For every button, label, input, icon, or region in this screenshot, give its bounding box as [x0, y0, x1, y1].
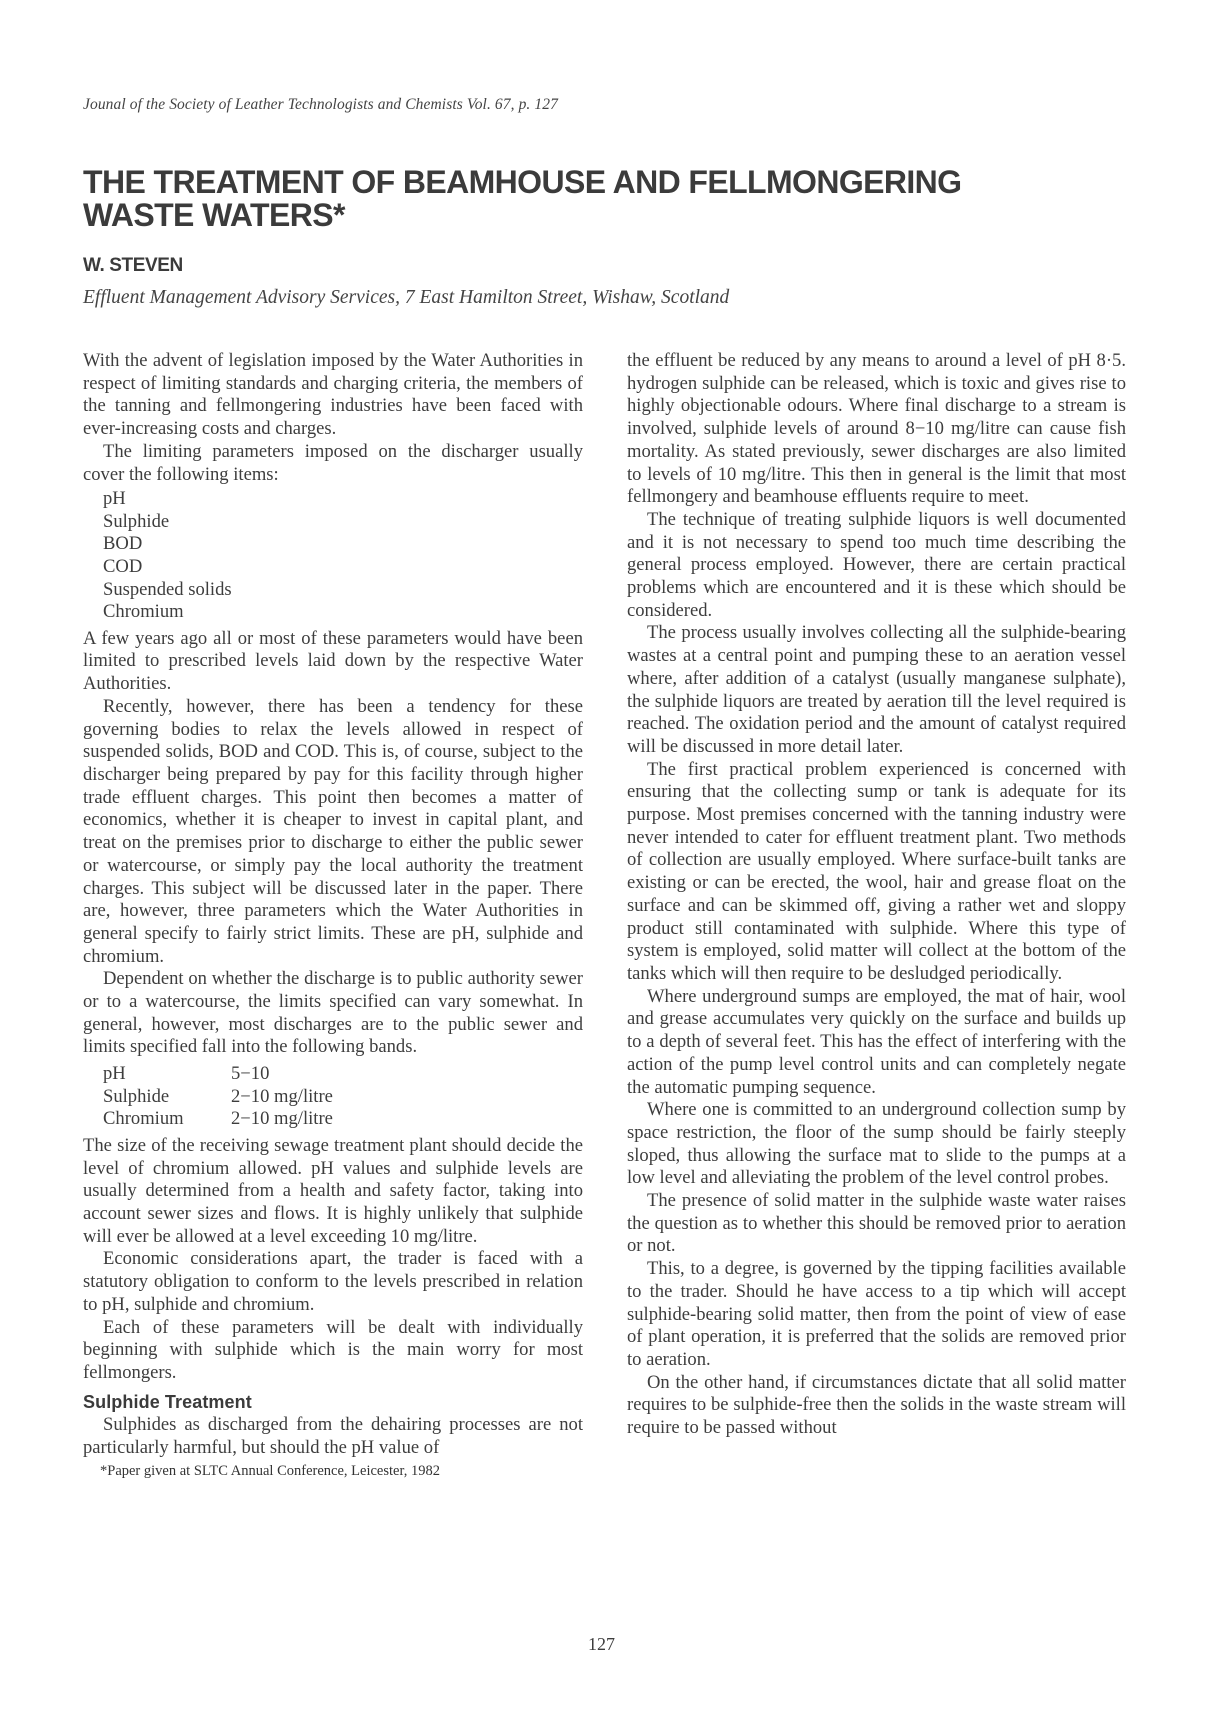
- parameter-list: [103, 488, 583, 624]
- list-item: Chromium: [103, 601, 184, 623]
- band-param: Chromium: [103, 1108, 184, 1130]
- list-item: Sulphide: [103, 510, 170, 532]
- author-name: W. STEVEN: [83, 255, 183, 276]
- paragraph: With the advent of legislation imposed by the Water Authorities in respect of limiting standards and charging criteria, the members of the tanning and fellmongering industries have been faced with ever-increasing costs and charges.: [83, 350, 583, 440]
- paragraph: Sulphides as discharged from the dehairing processes are not particularly harmful, but should the pH value of: [83, 1414, 583, 1459]
- paragraph: the effluent be reduced by any means to around a level of pH 8·5. hydrogen sulphide can be released, which is toxic and gives rise to highly objectionable odours. Where final discharge to a stream is involved, sulphide levels of around 8−10 mg/litre can cause fish mortality. As stated previously, sewer discharges are also limited to levels of 10 mg/litre. This then in general is the limit that most fellmongery and beamhouse effluents require to meet.: [627, 350, 1126, 508]
- list-item: BOD: [103, 533, 143, 555]
- paragraph: The technique of treating sulphide liquors is well documented and it is not necessary to spend too much time describing the general process employed. However, there are certain practical problems which are encountered and it is these which should be considered.: [627, 508, 1126, 621]
- limit-bands-table: [103, 1063, 333, 1131]
- table-row: [103, 1108, 333, 1131]
- paragraph: The first practical problem experienced is concerned with ensuring that the collecting sump or tank is adequate for its purpose. Most premises concerned with the tanning industry were never intended to cater for effluent treatment plant. Two methods of collection are usually employed. Where surface-built tanks are existing or can be erected, the wool, hair and grease float on the surface and can be skimmed off, giving a rather wet and sloppy product still contaminated with sulphide. Where this type of system is employed, solid matter will collect at the bottom of the tanks which will then require to be desludged periodically.: [627, 758, 1126, 984]
- paragraph: The limiting parameters imposed on the discharger usually cover the following items:: [83, 440, 583, 485]
- article-title: [83, 166, 1163, 232]
- band-range: 5−10: [231, 1063, 270, 1085]
- paragraph: Recently, however, there has been a tendency for these governing bodies to relax the levels allowed in respect of suspended solids, BOD and COD. This is, of course, subject to the discharger being prepared by pay for this facility through higher trade effluent charges. This point then becomes a matter of economics, whether it is cheaper to invest in capital plant, and treat on the premises prior to discharge to either the public sewer or watercourse, or simply pay the local authority the treatment charges. This subject will be discussed later in the paper. There are, however, three parameters which the Water Authorities in general specify to fairly strict limits. These are pH, sulphide and chromium.: [83, 695, 583, 967]
- paragraph: Dependent on whether the discharge is to public authority sewer or to a watercourse, the limits specified can vary somewhat. In general, however, most discharges are to the public sewer and limits specified fall into the following bands.: [83, 968, 583, 1058]
- paragraph: The process usually involves collecting all the sulphide-bearing wastes at a central point and pumping these to an aeration vessel where, after addition of a catalyst (usually manganese sulphate), the sulphide liquors are treated by aeration till the level required is reached. The oxidation period and the amount of catalyst required will be discussed in more detail later.: [627, 622, 1126, 757]
- paragraph: Where underground sumps are employed, the mat of hair, wool and grease accumulates very quickly on the surface and builds up to a depth of several feet. This has the effect of interfering with the action of the pump level control units and can completely negate the automatic pumping sequence.: [627, 985, 1126, 1098]
- title-line-2: WASTE WATERS*: [83, 197, 345, 233]
- list-item: pH: [103, 488, 126, 510]
- left-column: [83, 350, 583, 1480]
- list-item: COD: [103, 556, 143, 577]
- paragraph: Each of these parameters will be dealt with individually beginning with sulphide which is the main worry for most fellmongers.: [83, 1316, 583, 1383]
- author-affiliation: Effluent Management Advisory Services, 7 East Hamilton Street, Wishaw, Scotland: [83, 287, 730, 308]
- paragraph: This, to a degree, is governed by the tipping facilities available to the trader. Should he have access to a tip which will accept sulphide-bearing solid matter, then from the point of view of ease of plant operation, it is preferred that the solids are removed prior to aeration.: [627, 1258, 1126, 1370]
- band-range: 2−10 mg/litre: [231, 1085, 333, 1107]
- journal-citation: Jounal of the Society of Leather Technologists and Chemists Vol. 67, p. 127: [83, 96, 558, 113]
- section-heading: Sulphide Treatment: [83, 1391, 252, 1412]
- band-range: 2−10 mg/litre: [231, 1108, 333, 1130]
- table-row: [103, 1063, 333, 1086]
- table-row: [103, 1086, 333, 1109]
- page-number: 127: [588, 1634, 615, 1654]
- paragraph: The size of the receiving sewage treatment plant should decide the level of chromium allowed. pH values and sulphide levels are usually determined from a health and safety factor, taking into account sewer sizes and flows. It is highly unlikely that sulphide will ever be allowed at a level exceeding 10 mg/litre.: [83, 1134, 583, 1247]
- paragraph: Where one is committed to an underground collection sump by space restriction, the floor of the sump should be fairly steeply sloped, thus allowing the surface mat to slide to the pumps at a low level and alleviating the problem of the level control probes.: [627, 1099, 1126, 1189]
- paragraph: Economic considerations apart, the trader is faced with a statutory obligation to conform to the levels prescribed in relation to pH, sulphide and chromium.: [83, 1248, 583, 1315]
- paragraph: The presence of solid matter in the sulphide waste water raises the question as to whether this should be removed prior to aeration or not.: [627, 1190, 1126, 1257]
- footnote: *Paper given at SLTC Annual Conference, Leicester, 1982: [100, 1462, 440, 1479]
- right-column: [627, 350, 1126, 1440]
- list-item: Suspended solids: [103, 578, 232, 600]
- paragraph: On the other hand, if circumstances dictate that all solid matter requires to be sulphide-free then the solids in the waste stream will require to be passed without: [627, 1371, 1126, 1439]
- band-param: pH: [103, 1063, 126, 1085]
- paragraph: A few years ago all or most of these parameters would have been limited to prescribed levels laid down by the respective Water Authorities.: [83, 627, 583, 695]
- title-line-1: THE TREATMENT OF BEAMHOUSE AND FELLMONGERING: [83, 164, 962, 200]
- band-param: Sulphide: [103, 1085, 170, 1107]
